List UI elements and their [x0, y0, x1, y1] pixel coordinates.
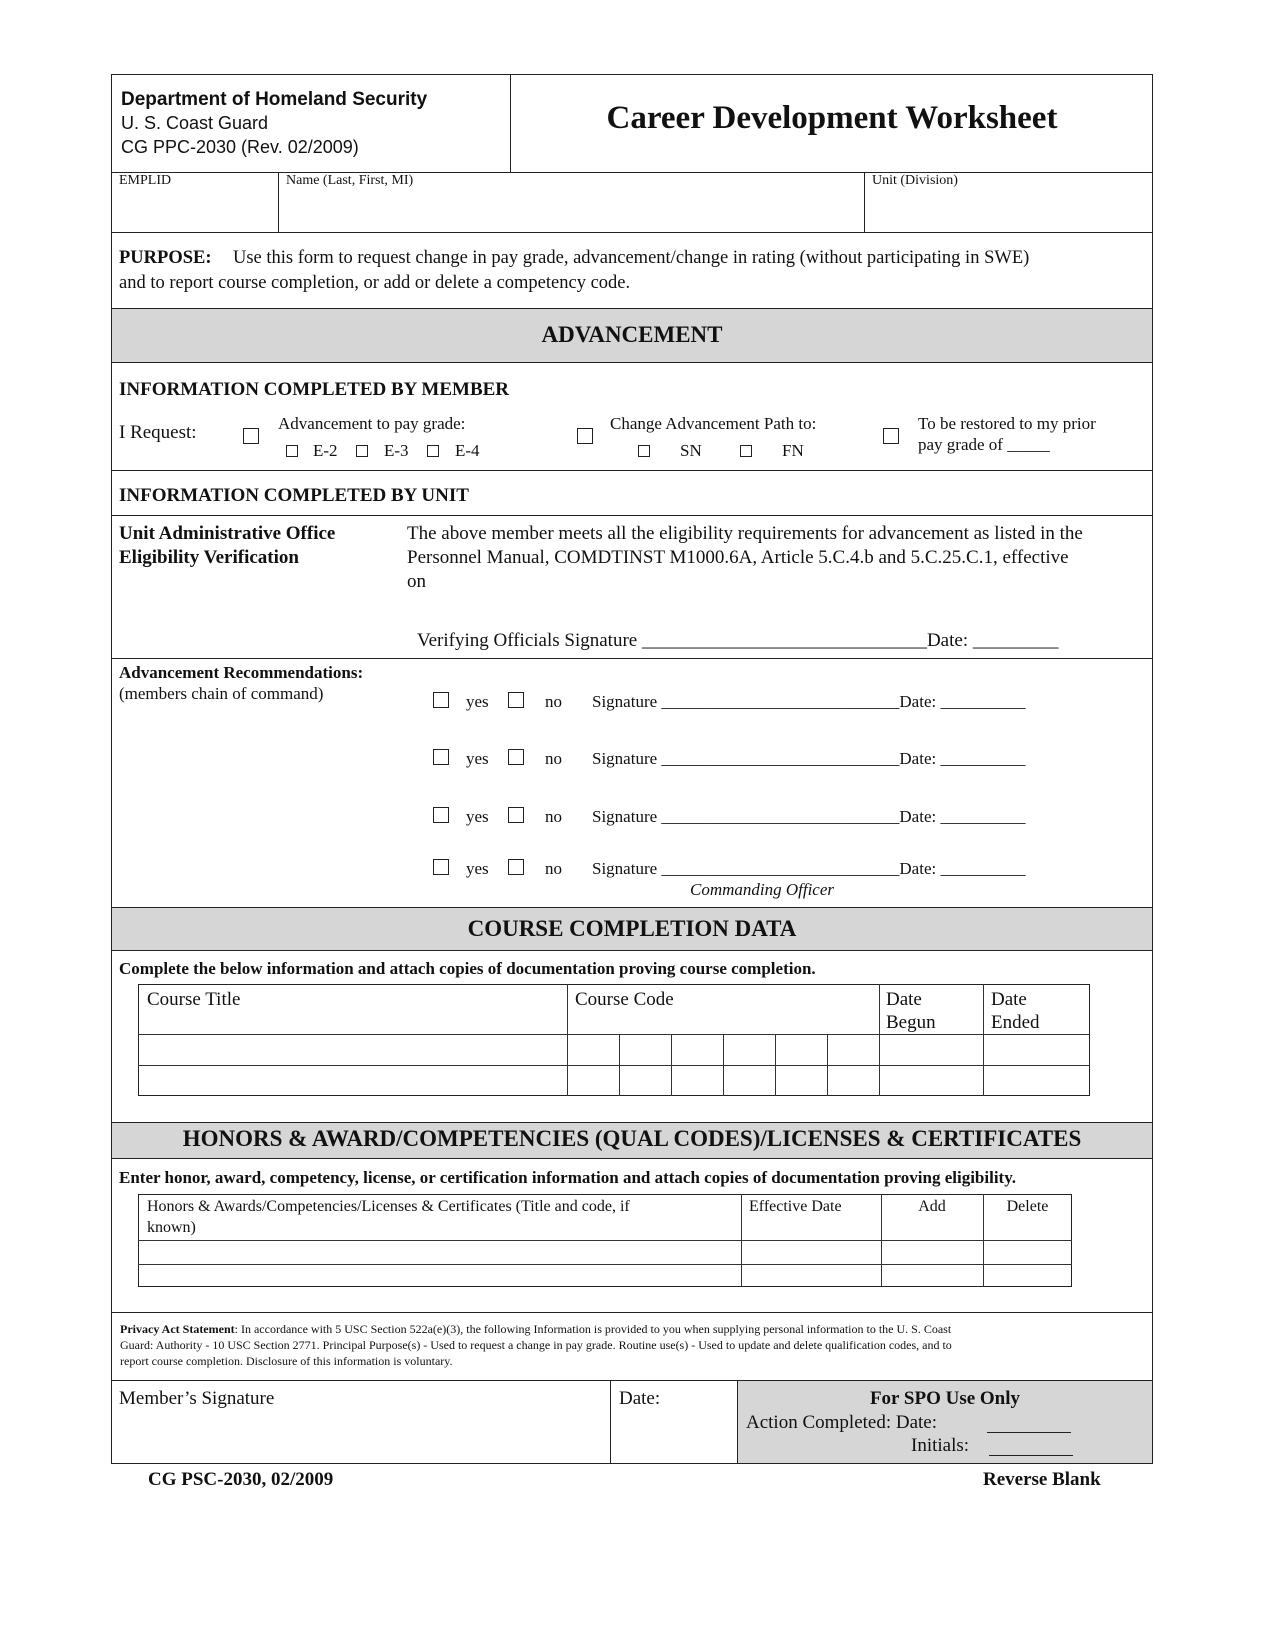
divider: [610, 1380, 611, 1464]
signature-date-field[interactable]: [613, 1412, 734, 1460]
name-field[interactable]: [281, 190, 861, 230]
restore-grade-checkbox[interactable]: [883, 428, 899, 444]
change-path-checkbox[interactable]: [577, 428, 593, 444]
form-number: CG PPC-2030 (Rev. 02/2009): [121, 137, 359, 157]
page-title: Career Development Worksheet: [606, 100, 1058, 136]
path-sn-checkbox[interactable]: [638, 445, 650, 457]
rec-no-checkbox[interactable]: [508, 859, 524, 875]
divider: [138, 1034, 1090, 1035]
eligibility-text-line3: on: [407, 571, 426, 592]
eligibility-text-line1: The above member meets all the eligibility requirements for advancement as listed in the: [407, 523, 1083, 544]
purpose-label: PURPOSE:: [119, 248, 212, 268]
footer-form-id: CG PSC-2030, 02/2009: [148, 1469, 334, 1490]
divider: [138, 1264, 1072, 1265]
divider: [111, 1312, 1153, 1313]
course-code-header: Course Code: [575, 989, 674, 1010]
change-path-label: Change Advancement Path to:: [610, 414, 817, 433]
admin-office-label-line1: Unit Administrative Office: [119, 523, 336, 544]
divider: [111, 172, 1153, 173]
path-sn-label: SN: [680, 441, 702, 460]
rec-yes-checkbox[interactable]: [433, 807, 449, 823]
path-fn-checkbox[interactable]: [740, 445, 752, 457]
honors-instructions: Enter honor, award, competency, license, or certification information and attach copies of documentation proving eligibility.: [119, 1168, 1017, 1187]
rec-yes-checkbox[interactable]: [433, 749, 449, 765]
rec-no-label: no: [545, 807, 562, 826]
unit-field[interactable]: [867, 190, 1151, 230]
date-begun-header-line1: Date: [886, 989, 922, 1010]
rec-no-checkbox[interactable]: [508, 807, 524, 823]
rec-yes-label: yes: [466, 859, 489, 878]
path-fn-label: FN: [782, 441, 804, 460]
recommendations-subtitle: (members chain of command): [119, 684, 324, 703]
divider: [775, 1034, 776, 1096]
action-date-blank[interactable]: [987, 1432, 1071, 1433]
advancement-pay-grade-checkbox[interactable]: [243, 428, 259, 444]
divider: [111, 232, 1153, 233]
i-request-label: I Request:: [119, 422, 197, 443]
grade-e3-label: E-3: [384, 441, 409, 460]
honors-heading: HONORS & AWARD/COMPETENCIES (QUAL CODES)/LICENSES & CERTIFICATES: [182, 1126, 1082, 1151]
rec-signature-line[interactable]: Signature ____________________________Date: __________: [592, 807, 1026, 826]
header-divider: [510, 74, 511, 172]
signature-date-label: Date:: [619, 1388, 661, 1409]
privacy-label: Privacy Act Statement: [120, 1322, 235, 1336]
rec-signature-line[interactable]: Signature ____________________________Date: __________: [592, 859, 1026, 878]
restore-grade-line2: pay grade of _____: [918, 435, 1050, 454]
grade-e3-checkbox[interactable]: [356, 445, 368, 457]
rec-yes-label: yes: [466, 807, 489, 826]
divider: [111, 308, 1153, 309]
divider: [111, 470, 1153, 471]
privacy-line2: Guard: Authority - 10 USC Section 2771. Principal Purpose(s) - Used to request a change in pay grade. Routine use(s) - Used to update and delete qualification codes, and to: [120, 1338, 952, 1352]
rec-signature-line[interactable]: Signature ____________________________Date: __________: [592, 749, 1026, 768]
divider: [983, 984, 984, 1096]
effective-date-header: Effective Date: [749, 1198, 842, 1215]
divider: [111, 362, 1153, 363]
grade-e4-label: E-4: [455, 441, 480, 460]
dept-name: Department of Homeland Security: [121, 89, 428, 110]
divider: [111, 515, 1153, 516]
divider: [111, 658, 1153, 659]
restore-grade-line1: To be restored to my prior: [918, 414, 1096, 433]
divider: [138, 1240, 1072, 1241]
rec-yes-label: yes: [466, 749, 489, 768]
divider: [723, 1034, 724, 1096]
honors-title-header-line1: Honors & Awards/Competencies/Licenses & Certificates (Title and code, if: [147, 1198, 630, 1215]
grade-e4-checkbox[interactable]: [427, 445, 439, 457]
divider: [111, 1122, 1153, 1123]
honors-title-header-line2: known): [147, 1219, 196, 1236]
rec-yes-checkbox[interactable]: [433, 692, 449, 708]
rec-signature-line[interactable]: Signature ____________________________Date: __________: [592, 692, 1026, 711]
commanding-officer-label: Commanding Officer: [690, 880, 835, 899]
privacy-line1: [120, 1322, 951, 1337]
rec-no-label: no: [545, 749, 562, 768]
divider: [671, 1034, 672, 1096]
privacy-line3: report course completion. Disclosure of this information is voluntary.: [120, 1354, 453, 1368]
delete-header: Delete: [1006, 1198, 1049, 1215]
add-header: Add: [918, 1198, 946, 1215]
rec-no-checkbox[interactable]: [508, 692, 524, 708]
purpose-text-line1: Use this form to request change in pay grade, advancement/change in rating (without participating in SWE): [233, 248, 1030, 268]
course-instructions: Complete the below information and attach copies of documentation proving course completion.: [119, 959, 816, 978]
member-signature-field[interactable]: [113, 1412, 607, 1460]
verifying-signature-line[interactable]: Verifying Officials Signature ______________________________Date: _________: [417, 630, 1059, 651]
date-ended-header-line2: Ended: [991, 1012, 1040, 1033]
grade-e2-checkbox[interactable]: [286, 445, 298, 457]
rec-yes-label: yes: [466, 692, 489, 711]
divider: [111, 950, 1153, 951]
initials-blank[interactable]: [989, 1455, 1073, 1456]
purpose-text-line2: and to report course completion, or add or delete a competency code.: [119, 273, 631, 293]
rec-no-checkbox[interactable]: [508, 749, 524, 765]
grade-e2-label: E-2: [313, 441, 338, 460]
divider: [138, 1065, 1090, 1066]
admin-office-label-line2: Eligibility Verification: [119, 547, 299, 568]
privacy-text: : In accordance with 5 USC Section 522a(e)(3), the following Information is provided to you when supplying personal information to the U. S. Coast: [234, 1322, 952, 1336]
eligibility-text-line2: Personnel Manual, COMDTINST M1000.6A, Article 5.C.4.b and 5.C.25.C.1, effective: [407, 547, 1069, 568]
spo-title: For SPO Use Only: [869, 1388, 1021, 1409]
unit-label: Unit (Division): [872, 173, 958, 188]
divider: [827, 1034, 828, 1096]
emplid-label: EMPLID: [119, 173, 172, 188]
agency-name: U. S. Coast Guard: [121, 113, 269, 133]
course-heading: COURSE COMPLETION DATA: [467, 916, 797, 941]
advancement-pay-grade-label: Advancement to pay grade:: [278, 414, 466, 433]
date-begun-header-line2: Begun: [886, 1012, 936, 1033]
rec-no-label: no: [545, 859, 562, 878]
divider: [567, 984, 568, 1096]
recommendations-title: Advancement Recommendations:: [119, 663, 364, 682]
initials-label: Initials:: [911, 1435, 970, 1456]
unit-section-heading: INFORMATION COMPLETED BY UNIT: [119, 485, 469, 506]
advancement-heading: ADVANCEMENT: [541, 322, 723, 347]
divider: [864, 172, 865, 232]
emplid-field[interactable]: [113, 190, 275, 230]
divider: [111, 907, 1153, 908]
rec-yes-checkbox[interactable]: [433, 859, 449, 875]
member-signature-label: Member’s Signature: [119, 1388, 275, 1409]
member-section-heading: INFORMATION COMPLETED BY MEMBER: [119, 379, 510, 400]
date-ended-header-line1: Date: [991, 989, 1027, 1010]
course-title-header: Course Title: [147, 989, 241, 1010]
divider: [619, 1034, 620, 1096]
divider: [278, 172, 279, 232]
action-completed-label: Action Completed: Date:: [746, 1412, 938, 1433]
divider: [879, 984, 880, 1096]
rec-no-label: no: [545, 692, 562, 711]
footer-reverse-blank: Reverse Blank: [983, 1469, 1101, 1490]
divider: [111, 1158, 1153, 1159]
divider: [741, 1194, 742, 1287]
name-label: Name (Last, First, MI): [286, 173, 414, 188]
